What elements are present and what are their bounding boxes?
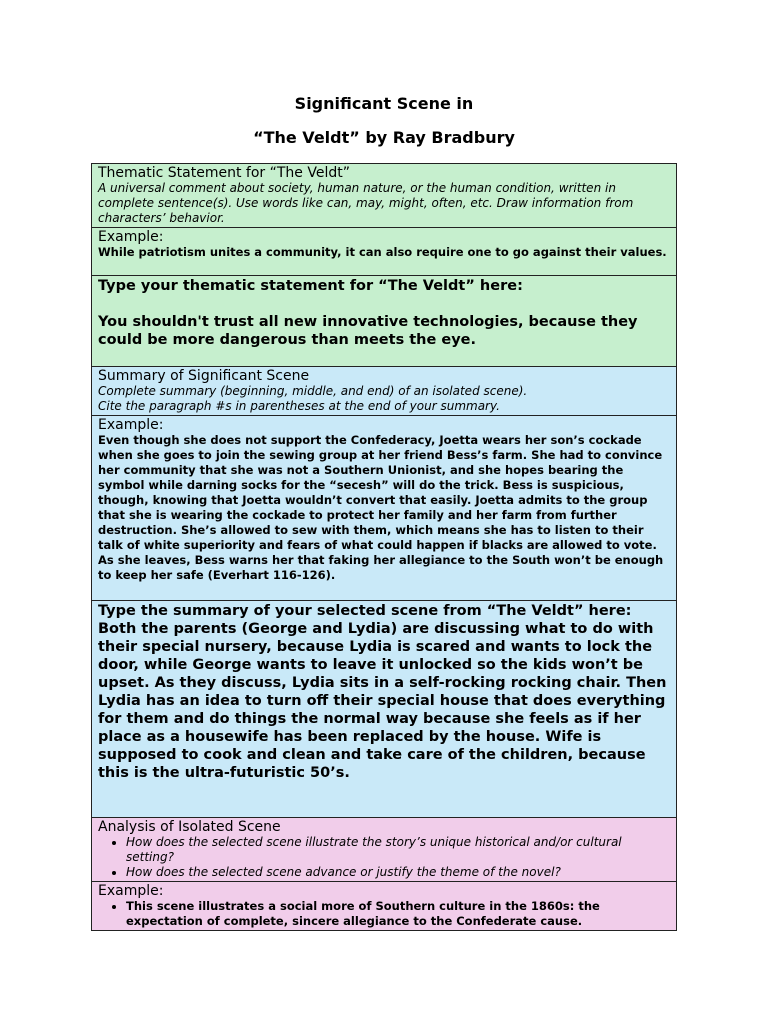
worksheet-table — [91, 163, 677, 931]
thematic-response[interactable]: You shouldn't trust all new innovative technologies, because they could be more dangerous than meets the eye. — [98, 314, 638, 348]
thematic-description: A universal comment about society, human nature, or the human condition, written in complete sentence(s). Use words like can, may, might, often, etc. Draw information from characters’ behavior. — [98, 181, 634, 225]
thematic-response-cell[interactable] — [92, 276, 676, 367]
analysis-example-label: Example: — [98, 883, 164, 899]
page-title-line-1: Significant Scene in — [294, 94, 474, 113]
thematic-heading: Thematic Statement for “The Veldt” — [98, 165, 350, 181]
analysis-example-list — [98, 899, 670, 929]
summary-example-label: Example: — [98, 417, 164, 433]
analysis-bullet: • How does the selected scene illustrate the story’s unique historical and/or cultural setting? — [126, 835, 670, 865]
thematic-header-cell — [92, 164, 676, 228]
summary-header-cell — [92, 367, 676, 416]
thematic-example-label: Example: — [98, 229, 164, 245]
summary-heading: Summary of Significant Scene — [98, 368, 310, 384]
analysis-example-bullet: • This scene illustrates a social more of Southern culture in the 1860s: the expectation of complete, sincere allegiance to the Confederate cause. — [126, 899, 670, 929]
summary-example-cell — [92, 416, 676, 601]
analysis-heading: Analysis of Isolated Scene — [98, 819, 281, 835]
analysis-bullet: • How does the selected scene advance or justify the theme of the novel? — [126, 865, 670, 880]
analysis-header-cell — [92, 818, 676, 882]
summary-prompt: Type the summary of your selected scene from “The Veldt” here: — [98, 603, 632, 619]
analysis-bullet-list — [98, 835, 670, 880]
summary-description-1: Complete summary (beginning, middle, and end) of an isolated scene). — [98, 384, 528, 398]
thematic-prompt: Type your thematic statement for “The Veldt” here: — [98, 278, 523, 294]
summary-example-text: Even though she does not support the Confederacy, Joetta wears her son’s cockade when she goes to join the sewing group at her friend Bess’s farm. She had to convince her community that she was not a Southern Unionist, and she hopes bearing the symbol while darning socks for the “secesh” will do the trick. Bess is suspicious, though, knowing that Joetta wouldn’t convert that easily. Joetta admits to the group that she is wearing the cockade to protect her family and her farm from further destruction. She’s allowed to sew with them, which means she has to listen to their talk of white superiority and fears of what could happen if blacks are allowed to vote. As she leaves, Bess warns her that faking her allegiance to the South won’t be enough to keep her safe (Everhart 116-126). — [98, 433, 664, 582]
summary-response[interactable]: Both the parents (George and Lydia) are discussing what to do with their special nursery, because Lydia is scared and wants to lock the door, while George wants to leave it unlocked so the kids won’t be upset. As they discuss, Lydia sits in a self-rocking rocking chair. Then Lydia has an idea to turn off their special house that does everything for them and do things the normal way because she feels as if her place as a housewife has been replaced by the house. Wife is supposed to cook and clean and take care of the children, because this is the ultra-futuristic 50’s. — [98, 621, 667, 781]
analysis-example-cell — [92, 882, 676, 930]
summary-description-2: Cite the paragraph #s in parentheses at the end of your summary. — [98, 399, 500, 413]
summary-response-cell[interactable] — [92, 601, 676, 818]
thematic-example-text: While patriotism unites a community, it can also require one to go against their values. — [98, 245, 667, 259]
thematic-example-cell — [92, 228, 676, 276]
page-title-line-2: “The Veldt” by Ray Bradbury — [253, 128, 515, 147]
